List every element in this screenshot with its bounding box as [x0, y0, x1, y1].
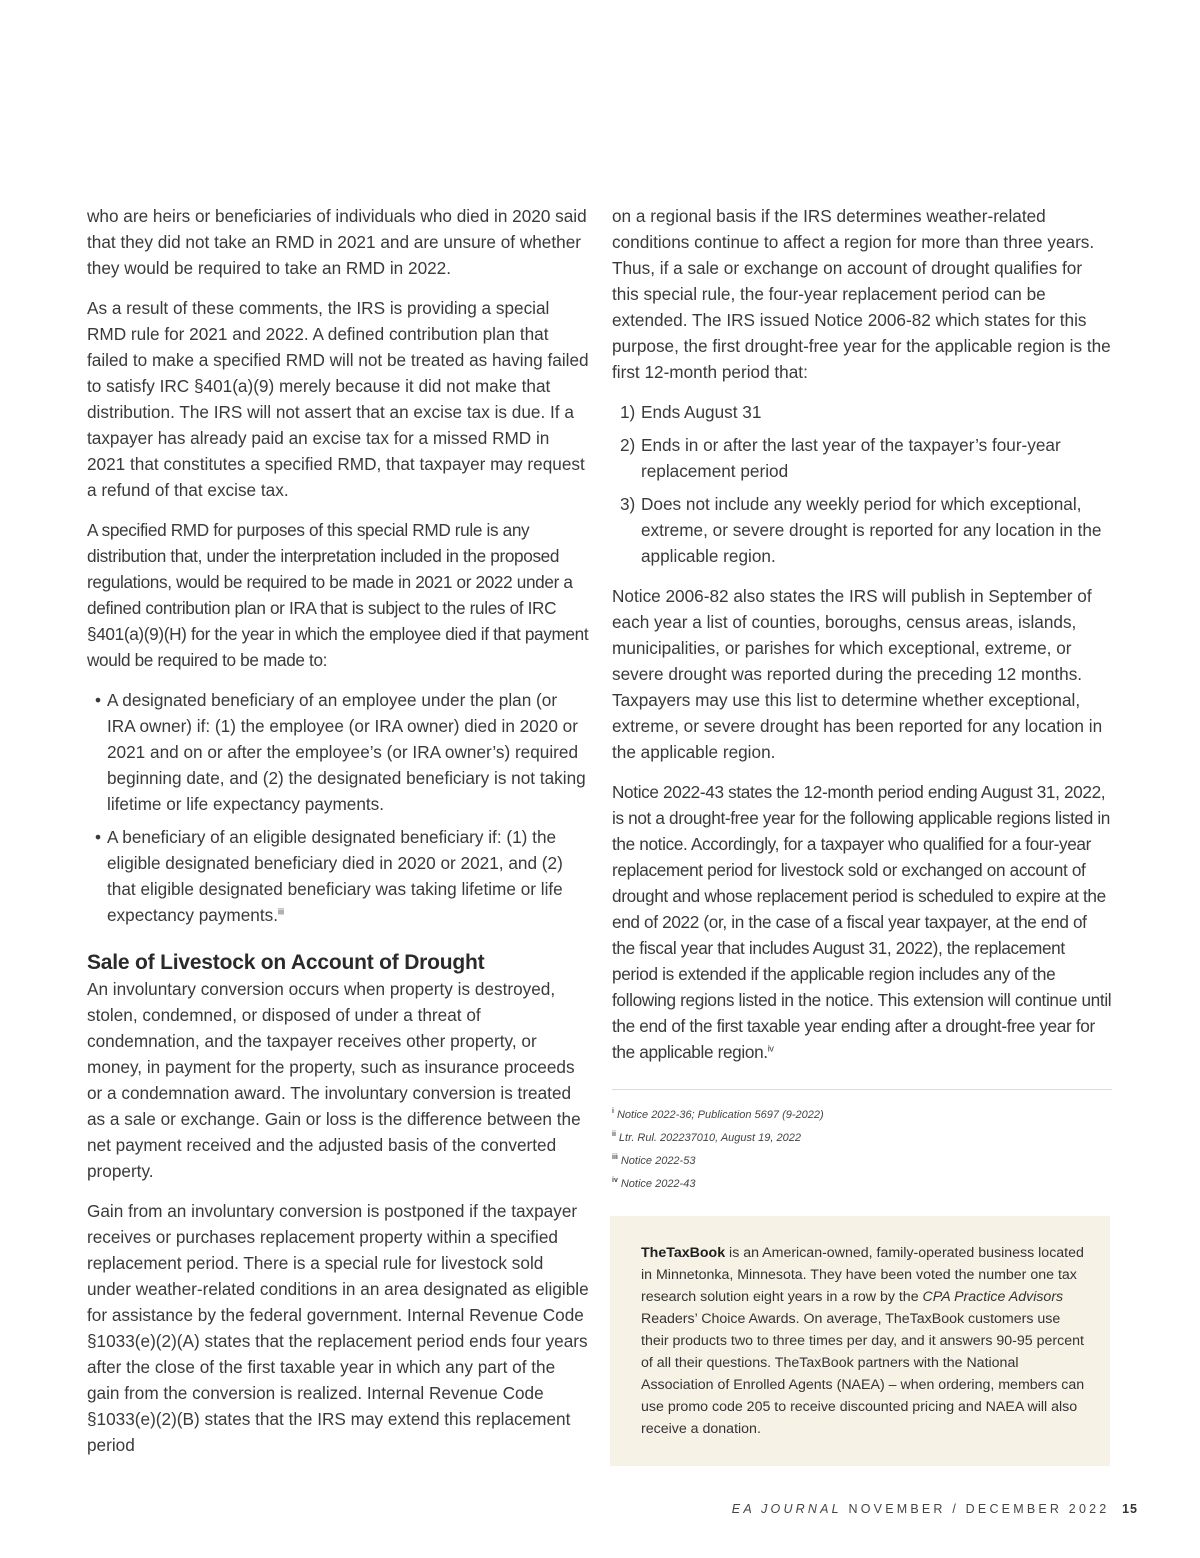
paragraph: who are heirs or beneficiaries of individuals who died in 2020 said that they did not take an RMD in 2021 and are unsure of whether they would be required to take an RMD in 2022.	[87, 206, 587, 278]
bullet-icon: •	[95, 827, 102, 847]
list-item	[612, 399, 1112, 425]
list-item	[87, 824, 589, 928]
footnote-divider	[612, 1089, 1112, 1090]
list-item-text: Ends in or after the last year of the taxpayer’s four-year replacement period	[641, 435, 1061, 481]
paragraph	[612, 779, 1112, 1065]
sponsor-text	[641, 1242, 1086, 1440]
sponsor-text-part: is an American-owned, family-operated business located in Minnetonka, Minnesota. They have been voted the number one tax research solution eight years in a row by the	[641, 1245, 1084, 1305]
footnote-text: Notice 2022-36; Publication 5697 (9-2022)	[616, 1109, 824, 1121]
paragraph: Gain from an involuntary conversion is postponed if the taxpayer receives or purchases replacement property within a specified replacement period. There is a special rule for livestock sold under weather-related conditions in an area designated as eligible for assistance by the federal government. Internal Revenue Code §1033(e)(2)(A) states that the replacement period ends four years after the close of the first taxable year in which any part of the gain from the conversion is realized. Internal Revenue Code §1033(e)(2)(B) states that the IRS may extend this replacement period	[87, 1201, 589, 1455]
right-column	[612, 203, 1112, 1196]
paragraph: on a regional basis if the IRS determines weather-related conditions continue to affect a region for more than three years. Thus, if a sale or exchange on account of drought qualifies for this special rule, the four-year replacement period can be extended. The IRS issued Notice 2006-82 which states for this purpose, the first drought-free year for the applicable region is the first 12-month period that:	[612, 206, 1111, 382]
list-item-text: A designated beneficiary of an employee under the plan (or IRA owner) if: (1) the employee (or IRA owner) died in 2020 or 2021 and on or after the employee’s (or IRA owner’s) required beginning date, and (2) the designated beneficiary is not taking lifetime or life expectancy payments.	[107, 690, 586, 814]
footnote-mark: i	[612, 1108, 614, 1116]
list-number: 2)	[620, 435, 636, 455]
paragraph: An involuntary conversion occurs when property is destroyed, stolen, condemned, or disposed of under a threat of condemnation, and the taxpayer receives other property, or money, in payment for the property, such as insurance proceeds or a condemnation award. The involuntary conversion is treated as a sale or exchange. Gain or loss is the difference between the net payment received and the adjusted basis of the converted property.	[87, 979, 581, 1181]
footnote	[612, 1127, 1112, 1150]
section-heading: Sale of Livestock on Account of Drought	[87, 951, 485, 974]
footnote-mark: iv	[612, 1177, 618, 1185]
journal-name: EA JOURNAL	[731, 1502, 842, 1516]
endnote-ref[interactable]: iii	[278, 906, 285, 917]
page-footer	[732, 1502, 1138, 1516]
footnotes	[612, 1104, 1112, 1196]
footnote	[612, 1173, 1112, 1196]
sponsor-box	[610, 1216, 1110, 1466]
list-item-text: A beneficiary of an eligible designated beneficiary if: (1) the eligible designated beneficiary died in 2020 or 2021, and (2) that eligible designated beneficiary was taking lifetime or life expectancy payments.	[107, 827, 563, 925]
footnote-mark: iii	[612, 1154, 618, 1162]
issue-date: NOVEMBER / DECEMBER 2022	[848, 1502, 1110, 1516]
list-item-text: Does not include any weekly period for which exceptional, extreme, or severe drought is reported for any location in the applicable region.	[641, 494, 1102, 566]
sponsor-brand: TheTaxBook	[641, 1245, 726, 1261]
list-number: 1)	[620, 402, 636, 422]
footnote-text: Notice 2022-43	[620, 1178, 696, 1190]
bullet-list	[87, 687, 589, 928]
endnote-ref[interactable]: iv	[767, 1043, 774, 1054]
footnote-text: Notice 2022-53	[620, 1155, 696, 1167]
numbered-list	[612, 399, 1112, 569]
sponsor-text-part: Readers’ Choice Awards. On average, TheTaxBook customers use their products two to three times per day, and it answers 90-95 percent of all their questions. TheTaxBook partners with the National Association of Enrolled Agents (NAEA) – when ordering, members can use promo code 205 to receive discounted pricing and NAEA will also receive a donation.	[641, 1311, 1085, 1437]
list-item	[612, 432, 1112, 484]
footnote	[612, 1104, 1112, 1127]
publication-name: CPA Practice Advisors	[922, 1289, 1064, 1305]
bullet-icon: •	[95, 690, 102, 710]
list-number: 3)	[620, 494, 636, 514]
paragraph: As a result of these comments, the IRS is providing a special RMD rule for 2021 and 2022. A defined contribution plan that failed to make a specified RMD will not be treated as having failed to satisfy IRC §401(a)(9) merely because it did not make that distribution. The IRS will not assert that an excise tax is due. If a taxpayer has already paid an excise tax for a missed RMD in 2021 that constitutes a specified RMD, that taxpayer may request a refund of that excise tax.	[87, 298, 589, 500]
footnote-mark: ii	[612, 1131, 616, 1139]
list-item	[87, 687, 589, 817]
paragraph: A specified RMD for purposes of this special RMD rule is any distribution that, under the interpretation included in the proposed regulations, would be required to be made in 2021 or 2022 under a defined contribution plan or IRA that is subject to the rules of IRC §401(a)(9)(H) for the year in which the employee died if that payment would be required to be made to:	[87, 520, 589, 670]
left-column	[87, 203, 589, 1472]
list-item	[612, 491, 1112, 569]
footnote-text: Ltr. Rul. 202237010, August 19, 2022	[618, 1132, 801, 1144]
footnote	[612, 1150, 1112, 1173]
paragraph: Notice 2006-82 also states the IRS will publish in September of each year a list of counties, boroughs, census areas, islands, municipalities, or parishes for which exceptional, extreme, or severe drought was reported during the preceding 12 months. Taxpayers may use this list to determine whether exceptional, extreme, or severe drought has been reported for any location in the applicable region.	[612, 586, 1103, 762]
list-item-text: Ends August 31	[641, 402, 762, 422]
paragraph-text: Notice 2022-43 states the 12-month period ending August 31, 2022, is not a drought-free year for the following applicable regions listed in the notice. Accordingly, for a taxpayer who qualified for a four-year replacement period for livestock sold or exchanged on account of drought and whose replacement period is scheduled to expire at the end of 2022 (or, in the case of a fiscal year taxpayer, at the end of the fiscal year that includes August 31, 2022), the replacement period is extended if the applicable region includes any of the following regions listed in the notice. This extension will continue until the end of the first taxable year ending after a drought-free year for the applicable region.	[612, 782, 1112, 1062]
page-number: 15	[1122, 1502, 1138, 1516]
